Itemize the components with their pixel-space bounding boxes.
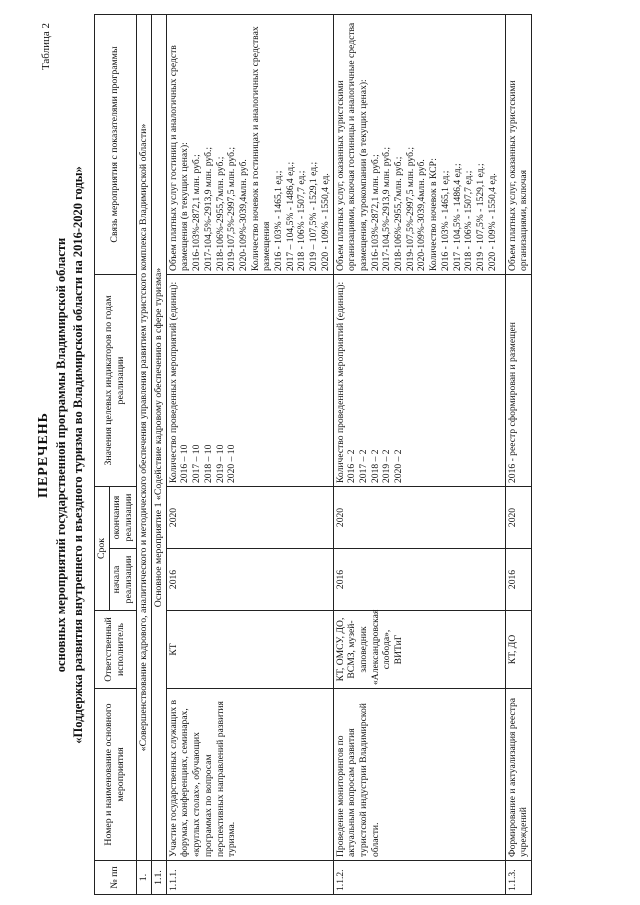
indicator-line: 2020 – 2 <box>393 449 405 483</box>
section-title: «Совершенствование кадрового, аналитического и методического обеспечения управления развитием туристского комплекса Владимирской области» <box>136 15 151 861</box>
section-row-1 <box>136 15 151 895</box>
indicator-line: 2016 – 10 <box>179 444 191 483</box>
link-line: 2017 – 104,5% - 1486,4 ед.; <box>284 161 296 271</box>
section-row-1-1 <box>151 15 166 895</box>
indicator-line: Количество проведенных мероприятий (единиц): <box>167 281 179 483</box>
table-row <box>333 15 505 895</box>
indicator-line: 2019 – 2 <box>381 449 393 483</box>
link-line: Объем платных услуг, оказанных туристскими организациями, включая <box>506 80 530 271</box>
indicator-line: 2017 – 10 <box>191 444 203 483</box>
indicator-line: 2016 – 2 <box>346 449 358 483</box>
link-line: 2018-106%-2955,7млн. руб.; <box>214 156 226 271</box>
link-line: Объем платных услуг гостиниц и аналогичных средств размещения (в текущих ценах): <box>167 45 191 271</box>
row-indicators <box>333 275 505 487</box>
indicator-line: Количество проведенных мероприятий (единиц): <box>334 281 346 483</box>
link-line: 2016 - 103% - 1465,1 ед.; <box>439 170 451 271</box>
row-responsible: КТ, ДО <box>505 611 531 689</box>
link-line: 2020-109%-3039,4млн. руб. <box>237 159 249 271</box>
header-name: Номер и наименование основного мероприятия <box>95 689 137 861</box>
row-end: 2020 <box>166 487 333 549</box>
table-row <box>166 15 333 895</box>
document-title: ПЕРЕЧЕНЬ <box>36 412 51 498</box>
header-term: Срок <box>95 487 110 611</box>
indicator-line: 2019 – 10 <box>214 444 226 483</box>
link-line: 2020 - 109% - 1550,4 ед. <box>486 173 498 271</box>
link-line: 2018-106%-2955,7млн. руб.; <box>393 156 405 271</box>
link-line: 2018 - 106% - 1507,7 ед.; <box>463 170 475 271</box>
row-num: 1.1.2. <box>333 861 505 895</box>
link-line: Количество ночевок в КСР: <box>428 158 440 271</box>
link-line: 2016-103%-2872,1 млн. руб.; <box>191 154 203 271</box>
row-num: 1.1.1. <box>166 861 333 895</box>
measures-table <box>94 14 532 895</box>
header-responsible: Ответственный исполнитель <box>95 611 137 689</box>
row-link <box>166 15 333 275</box>
row-link <box>505 15 531 275</box>
row-num: 1.1.3. <box>505 861 531 895</box>
row-responsible: КТ <box>166 611 333 689</box>
link-line: 2017-104,5%-2913,9 млн. руб.; <box>381 146 393 271</box>
link-line: 2020-109%-3039,4млн. руб. <box>416 159 428 271</box>
link-line: 2016-103%-2872,1 млн. руб.; <box>369 154 381 271</box>
row-start: 2016 <box>505 549 531 611</box>
indicator-line: 2018 – 2 <box>369 449 381 483</box>
indicator-line: 2016 - реестр сформирован и размещен <box>506 322 518 483</box>
row-indicators <box>505 275 531 487</box>
header-end: окончания реализации <box>109 487 136 549</box>
document-subtitle-1: основных мероприятий государственной программы Владимирской области <box>54 237 68 673</box>
section-title: Основное мероприятие 1 «Содействие кадровому обеспечению в сфере туризма» <box>151 15 166 861</box>
header-link: Связь мероприятия с показателями программы <box>95 15 137 275</box>
rotated-landscape-sheet <box>32 15 602 895</box>
row-name: Участие государственных служащих в форумах, конференциях, семинарах, «круглых столах», обучающих программах по вопросам перспективных направлений развития туризма. <box>166 689 333 861</box>
link-line: 2016 - 103% - 1465,1 ед.; <box>273 170 285 271</box>
link-line: 2018 - 106% - 1507,7 ед.; <box>296 170 308 271</box>
row-name: Проведение мониторингов по актуальным вопросам развития туристской индустрии Владимирской области. <box>333 689 505 861</box>
row-responsible: КТ, ОМСУ, ДО, ВСМЗ, музей-заповедник «Александровская слобода», ВИТиГ <box>333 611 505 689</box>
link-line: 2019-107,5%-2997,5 млн. руб.; <box>226 146 238 271</box>
link-line: 2017 - 104,5% - 1486,4 ед.; <box>451 163 463 271</box>
link-line: 2019 - 107,5% - 1529,1 ед.; <box>474 163 486 271</box>
document-subtitle-2: «Поддержка развития внутреннего и въездного туризма во Владимирской области на 2016-2020 годы» <box>71 166 85 744</box>
indicator-line: 2020 – 10 <box>226 444 238 483</box>
indicator-line: 2017 – 2 <box>357 449 369 483</box>
link-line: Количество ночевок в гостиницах и аналогичных средствах размещения <box>249 26 273 271</box>
row-start: 2016 <box>166 549 333 611</box>
link-line: 2020 - 109% - 1550,4 ед. <box>319 173 331 271</box>
link-line: Объем платных услуг, оказанных туристскими организациями, включая гостиницы и аналогичные средства размещения, турокомпании (в текущих ценах): <box>334 22 369 271</box>
section-num: 1.1. <box>151 861 166 895</box>
section-num: 1. <box>136 861 151 895</box>
row-end: 2020 <box>333 487 505 549</box>
link-line: 2017-104,5%-2913,9 млн. руб.; <box>202 146 214 271</box>
header-start: начала реализации <box>109 549 136 611</box>
row-end: 2020 <box>505 487 531 549</box>
row-name: Формирование и актуализация реестра учреждений <box>505 689 531 861</box>
table-label: Таблица 2 <box>40 23 52 71</box>
link-line: 2019 – 107,5% - 1529,1 ед.; <box>308 161 320 271</box>
row-indicators <box>166 275 333 487</box>
row-start: 2016 <box>333 549 505 611</box>
indicator-line: 2018 – 10 <box>202 444 214 483</box>
row-link <box>333 15 505 275</box>
table-row <box>505 15 531 895</box>
header-indicators: Значения целевых индикаторов по годам реализации <box>95 275 137 487</box>
link-line: 2019-107,5%-2997,5 млн. руб.; <box>404 146 416 271</box>
header-num: № пп <box>95 861 137 895</box>
